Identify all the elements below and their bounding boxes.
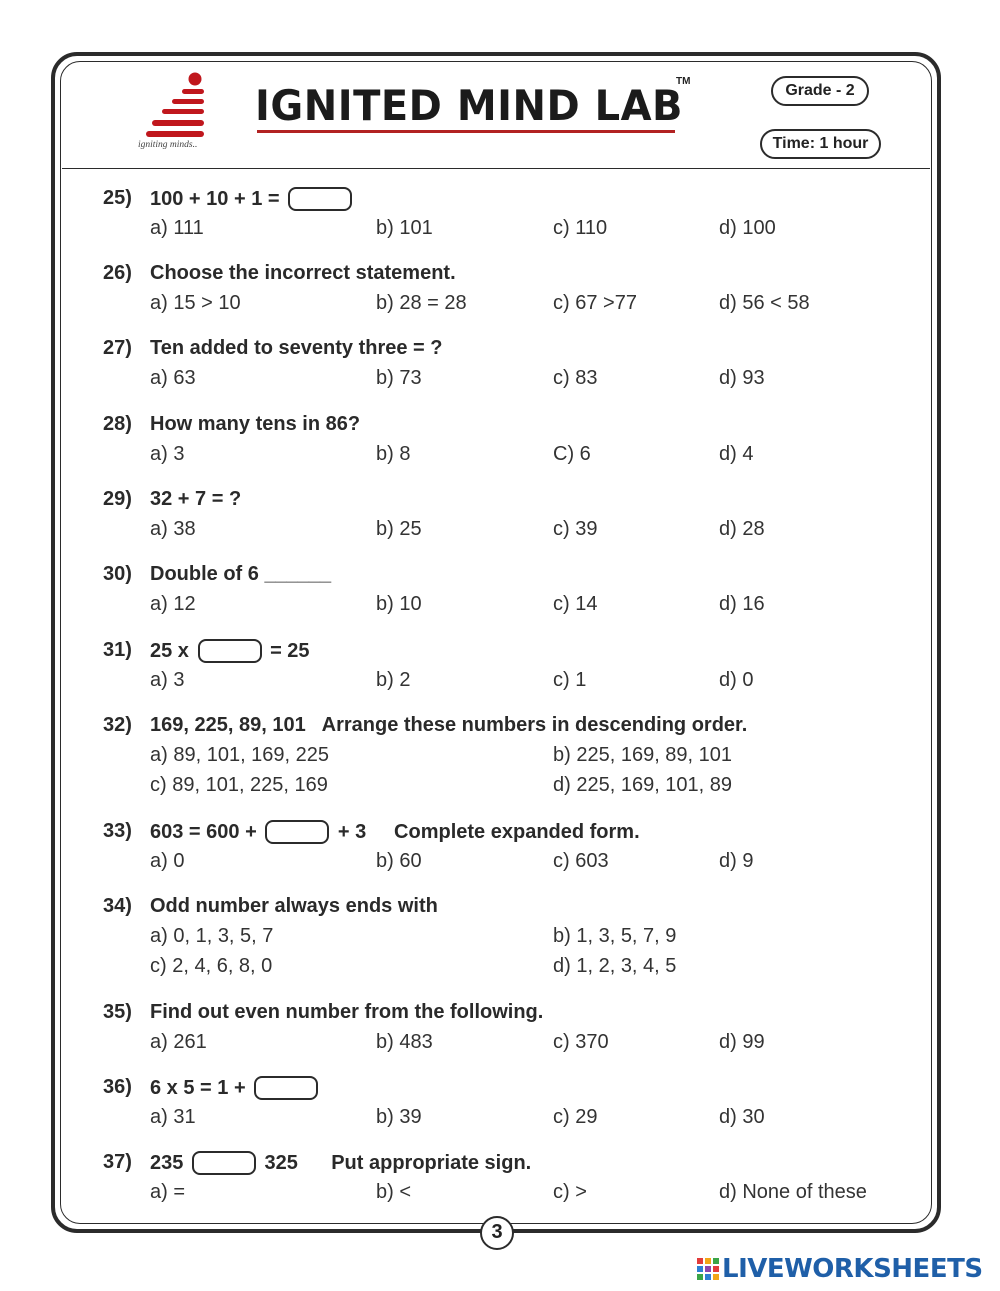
option-d[interactable]: d) 93 [719, 367, 765, 389]
liveworksheets-logo-icon [697, 1258, 719, 1280]
question-33 [103, 816, 903, 876]
option-b[interactable]: b) 60 [376, 850, 422, 872]
option-c[interactable]: c) 603 [553, 850, 609, 872]
option-b[interactable]: b) < [376, 1181, 412, 1203]
question-text-part: = 25 [270, 639, 310, 662]
option-a[interactable]: a) = [150, 1181, 186, 1203]
question-text-part: + 3 Complete expanded form. [337, 820, 640, 843]
option-b[interactable]: b) 25 [376, 518, 422, 540]
option-d[interactable]: d) 99 [719, 1031, 765, 1053]
option-d[interactable]: d) 225, 169, 101, 89 [553, 774, 733, 796]
option-a[interactable]: a) 111 [150, 217, 204, 239]
question-text-part: 603 = 600 + [150, 820, 257, 843]
brand-title: IGNITED MIND LAB [255, 82, 684, 131]
option-c[interactable]: c) 29 [553, 1106, 598, 1128]
option-c[interactable]: c) 14 [553, 593, 598, 615]
question-27 [103, 333, 903, 393]
question-text-part: 6 x 5 = 1 + [150, 1076, 246, 1099]
option-b[interactable]: b) 2 [376, 669, 411, 691]
option-c[interactable]: c) 370 [553, 1031, 609, 1053]
question-text: Ten added to seventy three = ? [150, 337, 443, 359]
option-d[interactable]: d) 30 [719, 1106, 765, 1128]
option-c[interactable]: c) 39 [553, 518, 598, 540]
question-34 [103, 891, 903, 981]
option-a[interactable]: a) 12 [150, 593, 196, 615]
option-c[interactable]: c) 89, 101, 225, 169 [150, 774, 328, 796]
option-d[interactable]: d) 0 [719, 669, 754, 691]
option-b[interactable]: b) 10 [376, 593, 422, 615]
answer-box[interactable] [254, 1076, 318, 1100]
option-a[interactable]: a) 38 [150, 518, 196, 540]
option-d[interactable]: d) 1, 2, 3, 4, 5 [553, 955, 677, 977]
option-a[interactable]: a) 89, 101, 169, 225 [150, 744, 330, 766]
option-a[interactable]: a) 3 [150, 443, 185, 465]
question-number: 35) [103, 1001, 132, 1023]
question-text: 32 + 7 = ? [150, 488, 242, 510]
question-35 [103, 997, 903, 1057]
watermark-text: LIVEWORKSHEETS [722, 1254, 983, 1284]
question-number: 37) [103, 1151, 132, 1173]
question-text [150, 1072, 321, 1103]
option-c[interactable]: c) 67 >77 [553, 292, 637, 314]
question-text-part: 100 + 10 + 1 = [150, 187, 280, 210]
option-b[interactable]: b) 28 = 28 [376, 292, 467, 314]
title-underline [257, 130, 675, 133]
answer-box[interactable] [265, 820, 329, 844]
option-c[interactable]: c) 110 [553, 217, 608, 239]
question-number: 33) [103, 820, 132, 842]
question-text [150, 183, 355, 214]
question-text: 169, 225, 89, 101 Arrange these numbers in descending order. [150, 714, 748, 736]
option-c[interactable]: c) > [553, 1181, 587, 1203]
option-a[interactable]: a) 0 [150, 850, 185, 872]
question-number: 29) [103, 488, 132, 510]
question-37 [103, 1147, 903, 1207]
option-c[interactable]: c) 2, 4, 6, 8, 0 [150, 955, 273, 977]
question-text-part: 25 x [150, 639, 189, 662]
question-text [150, 1147, 531, 1178]
question-text: Odd number always ends with [150, 895, 438, 917]
answer-box[interactable] [288, 187, 352, 211]
option-d[interactable]: d) 9 [719, 850, 754, 872]
question-number: 27) [103, 337, 132, 359]
option-a[interactable]: a) 0, 1, 3, 5, 7 [150, 925, 274, 947]
question-number: 26) [103, 262, 132, 284]
question-30 [103, 559, 903, 619]
header-divider [62, 168, 930, 169]
option-d[interactable]: d) 4 [719, 443, 754, 465]
option-d[interactable]: d) 28 [719, 518, 765, 540]
question-text: Double of 6 ______ [150, 563, 332, 585]
question-text: Choose the incorrect statement. [150, 262, 456, 284]
option-b[interactable]: b) 101 [376, 217, 433, 239]
trademark-mark: TM [676, 76, 691, 87]
question-32 [103, 710, 903, 800]
time-badge: Time: 1 hour [760, 129, 881, 159]
question-text: Find out even number from the following. [150, 1001, 544, 1023]
option-b[interactable]: b) 1, 3, 5, 7, 9 [553, 925, 677, 947]
page-number: 3 [480, 1216, 514, 1250]
question-text [150, 816, 640, 847]
question-number: 34) [103, 895, 132, 917]
option-b[interactable]: b) 8 [376, 443, 411, 465]
option-a[interactable]: a) 3 [150, 669, 185, 691]
option-a[interactable]: a) 31 [150, 1106, 196, 1128]
option-b[interactable]: b) 225, 169, 89, 101 [553, 744, 733, 766]
question-26 [103, 258, 903, 318]
question-text-part: 235 [150, 1151, 184, 1174]
answer-box[interactable] [198, 639, 262, 663]
question-25 [103, 183, 903, 243]
option-d[interactable]: d) None of these [719, 1181, 867, 1203]
option-a[interactable]: a) 63 [150, 367, 196, 389]
option-d[interactable]: d) 56 < 58 [719, 292, 810, 314]
option-c[interactable]: c) 1 [553, 669, 587, 691]
question-number: 31) [103, 639, 132, 661]
answer-box[interactable] [192, 1151, 256, 1175]
question-number: 30) [103, 563, 132, 585]
option-b[interactable]: b) 73 [376, 367, 422, 389]
option-d[interactable]: d) 16 [719, 593, 765, 615]
question-36 [103, 1072, 903, 1132]
option-b[interactable]: b) 39 [376, 1106, 422, 1128]
question-number: 32) [103, 714, 132, 736]
logo-tagline: igniting minds.. [138, 140, 198, 150]
option-c[interactable]: C) 6 [553, 443, 591, 465]
option-c[interactable]: c) 83 [553, 367, 598, 389]
question-number: 25) [103, 187, 132, 209]
question-number: 36) [103, 1076, 132, 1098]
option-a[interactable]: a) 15 > 10 [150, 292, 241, 314]
question-31 [103, 635, 903, 695]
option-d[interactable]: d) 100 [719, 217, 776, 239]
question-text-part: 325 Put appropriate sign. [264, 1151, 532, 1174]
question-28 [103, 409, 903, 469]
question-number: 28) [103, 413, 132, 435]
question-29 [103, 484, 903, 544]
question-text: How many tens in 86? [150, 413, 361, 435]
option-b[interactable]: b) 483 [376, 1031, 433, 1053]
option-a[interactable]: a) 261 [150, 1031, 207, 1053]
question-text [150, 635, 310, 666]
grade-badge: Grade - 2 [771, 76, 869, 106]
